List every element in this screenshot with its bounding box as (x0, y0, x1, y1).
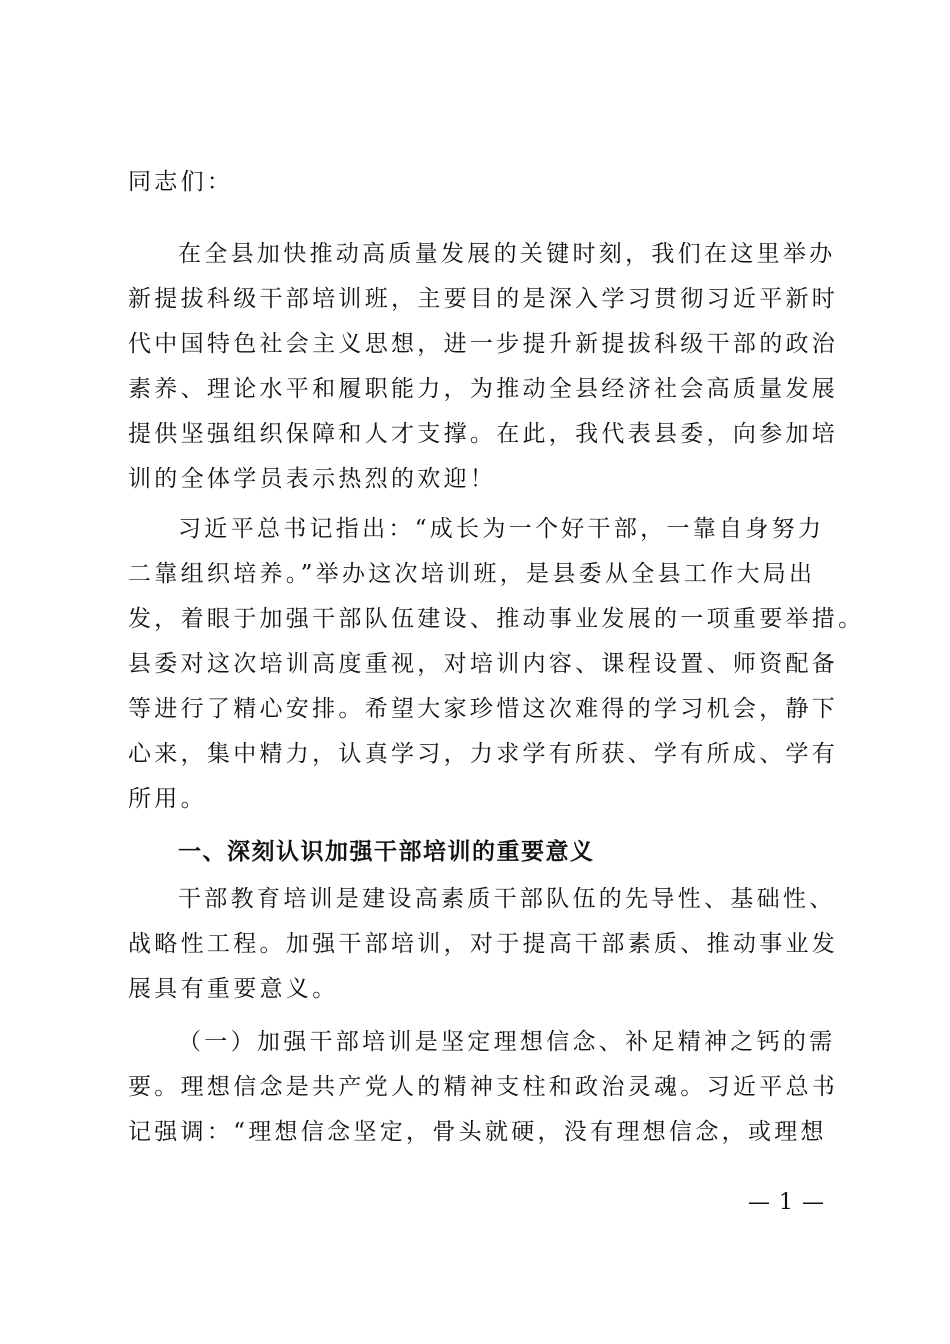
paragraph-line: 展具有重要意义。 (128, 976, 339, 1002)
paragraph-line: 战略性工程。加强干部培训，对于提高干部素质、推动事业发 (128, 931, 839, 957)
paragraph-line: 提供坚强组织保障和人才支撑。在此，我代表县委，向参加培 (128, 421, 839, 447)
paragraph-line: 在全县加快推动高质量发展的关键时刻，我们在这里举办 (178, 241, 836, 267)
paragraph-line: 等进行了精心安排。希望大家珍惜这次难得的学习机会，静下 (128, 696, 839, 722)
salutation: 同志们： (128, 169, 234, 195)
paragraph-line: 所用。 (128, 786, 207, 812)
paragraph-line: 训的全体学员表示热烈的欢迎！ (128, 466, 497, 492)
paragraph-line: 素养、理论水平和履职能力，为推动全县经济社会高质量发展 (128, 376, 839, 402)
paragraph-line: 要。理想信念是共产党人的精神支柱和政治灵魂。习近平总书 (128, 1074, 839, 1100)
paragraph-line: 二靠组织培养。”举办这次培训班，是县委从全县工作大局出 (128, 561, 816, 587)
paragraph-line: 心来，集中精力，认真学习，力求学有所获、学有所成、学有 (128, 741, 839, 767)
paragraph-line: 干部教育培训是建设高素质干部队伍的先导性、基础性、 (178, 886, 836, 912)
section-heading: 一、深刻认识加强干部培训的重要意义 (178, 839, 595, 865)
paragraph-line: 新提拔科级干部培训班，主要目的是深入学习贯彻习近平新时 (128, 286, 839, 312)
paragraph-line: 县委对这次培训高度重视，对培训内容、课程设置、师资配备 (128, 651, 839, 677)
subsection-line: （一）加强干部培训是坚定理想信念、补足精神之钙的需 (178, 1029, 836, 1055)
paragraph-line: 代中国特色社会主义思想，进一步提升新提拔科级干部的政治 (128, 331, 839, 357)
page-number: — 1 — (748, 1190, 825, 1215)
paragraph-line: 发，着眼于加强干部队伍建设、推动事业发展的一项重要举措。 (128, 606, 865, 632)
paragraph-line: 习近平总书记指出：“成长为一个好干部，一靠自身努力 (178, 516, 825, 542)
paragraph-line: 记强调：“理想信念坚定，骨头就硬，没有理想信念，或理想 (128, 1119, 827, 1145)
